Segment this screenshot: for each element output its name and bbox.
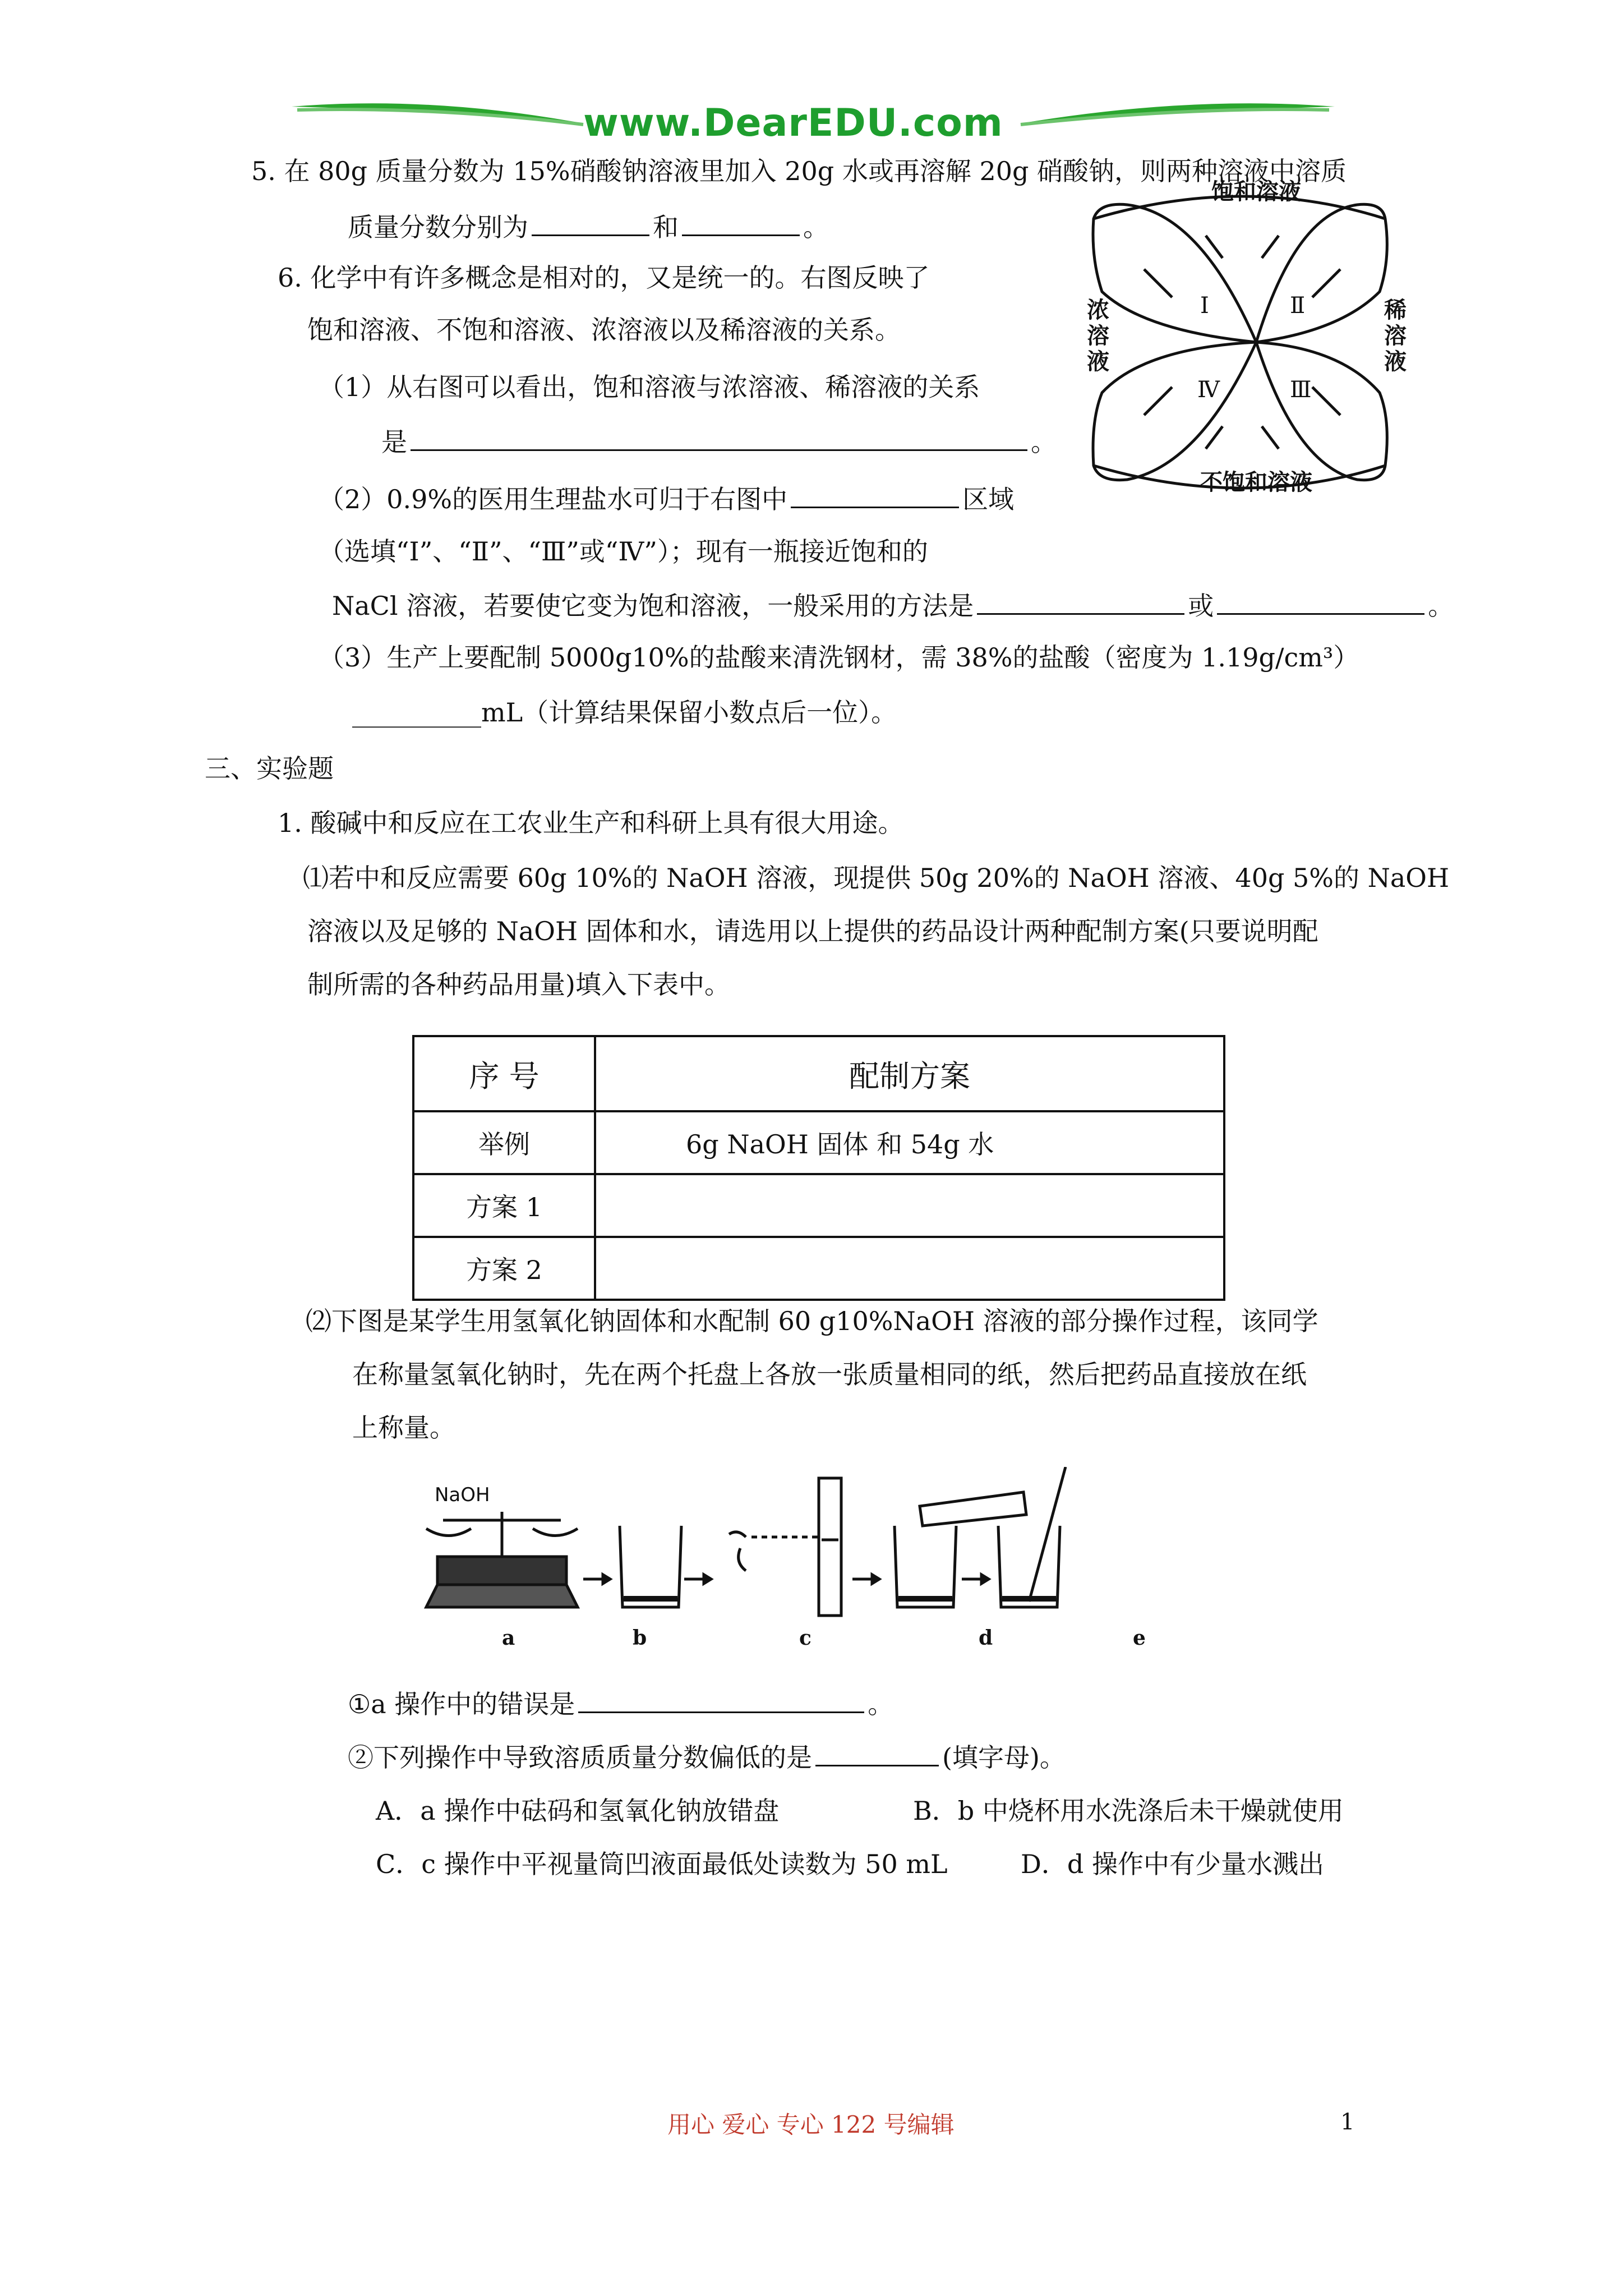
q5-blank-2[interactable] [682, 209, 800, 236]
diagram-region-4: Ⅳ [1197, 377, 1220, 403]
q6-part2-blank-method1[interactable] [977, 587, 1184, 615]
option-c: C．c 操作中平视量筒凹液面最低处读数为 50 mL [376, 1849, 948, 1879]
table-cell-plan: 6g NaOH 固体 和 54g 水 [595, 1111, 1224, 1174]
section3-q1-part2-a: ⑵下图是某学生用氢氧化钠固体和水配制 60 g10%NaOH 溶液的部分操作过程，该同学 [306, 1306, 1318, 1336]
option-d: D．d 操作中有少量水溅出 [1021, 1849, 1324, 1879]
q5-line1: 5. 在 80g 质量分数为 15%硝酸钠溶液里加入 20g 水或再溶解 20g 硝酸钠，则两种溶液中溶质 [251, 156, 1347, 186]
q6-intro-2: 饱和溶液、不饱和溶液、浓溶液以及稀溶液的关系。 [307, 315, 901, 345]
q5-blank-1[interactable] [532, 209, 649, 236]
figure-label-a: a [502, 1626, 515, 1650]
section3-q1: 1. 酸碱中和反应在工农业生产和科研上具有很大用途。 [278, 808, 904, 838]
q6-part1-blank[interactable] [411, 424, 1027, 451]
figure-naoh-label: NaOH [435, 1484, 490, 1506]
q6-part2-text: （2）0.9%的医用生理盐水可归于右图中 [319, 484, 788, 514]
q6-part2-blank-method2[interactable] [1217, 587, 1424, 615]
q6-part2-or: 或 [1188, 591, 1214, 621]
table-row [413, 1237, 1224, 1300]
section3-q1-part1-c: 制所需的各种药品用量)填入下表中。 [307, 969, 730, 1000]
table-cell-plan-answer[interactable] [595, 1174, 1224, 1237]
header-site-name: www.DearEDU.com [583, 101, 1003, 145]
q6-part2-a [319, 481, 1014, 516]
diagram-region-3: Ⅲ [1290, 377, 1312, 403]
q5-line2 [348, 209, 829, 244]
section3-q1-part1-b: 溶液以及足够的 NaOH 固体和水，请选用以上提供的药品设计两种配制方案(只要说明配 [307, 916, 1318, 946]
q5-text-c: 。 [803, 212, 829, 242]
q6-part2-method-text: NaCl 溶液，若要使它变为饱和溶液，一般采用的方法是 [332, 591, 974, 621]
subq2-blank[interactable] [815, 1739, 939, 1766]
q6-part3-a: （3）生产上要配制 5000g10%的盐酸来清洗钢材，需 38%的盐酸（密度为 1.19g/cm³） [319, 642, 1359, 673]
q6-part1-b [381, 424, 1057, 459]
subq2-end: (填字母)。 [942, 1742, 1066, 1773]
section3-q1-part1-a: ⑴若中和反应需要 60g 10%的 NaOH 溶液，现提供 50g 20%的 NaOH 溶液、40g 5%的 NaOH [303, 863, 1450, 893]
q5-text-a: 质量分数分别为 [348, 212, 528, 242]
solution-relationship-diagram [1077, 180, 1413, 499]
diagram-label-saturated: 饱和溶液 [1211, 178, 1301, 205]
subq1-line [348, 1686, 893, 1721]
option-a: A．a 操作中砝码和氢氧化钠放错盘 [376, 1796, 780, 1826]
section3-q1-part2-b: 在称量氢氧化钠时，先在两个托盘上各放一张质量相同的纸，然后把药品直接放在纸 [352, 1359, 1307, 1389]
subq1-text: ①a 操作中的错误是 [348, 1689, 575, 1719]
table-row [413, 1111, 1224, 1174]
table-cell-index: 方案 1 [413, 1174, 595, 1237]
diagram-region-2: Ⅱ [1290, 293, 1306, 319]
q6-part2-region-label: 区域 [962, 484, 1015, 514]
table-header-index: 序 号 [413, 1036, 595, 1111]
diagram-region-1: Ⅰ [1200, 293, 1209, 319]
figure-label-e: e [1133, 1626, 1146, 1650]
q6-part2-c: （选填“Ⅰ”、“Ⅱ”、“Ⅲ”或“Ⅳ”）；现有一瓶接近饱和的 [319, 536, 928, 567]
q6-part1-end: 。 [1031, 427, 1057, 457]
q5-text-b: 和 [653, 212, 679, 242]
table-cell-index: 举例 [413, 1111, 595, 1174]
figure-label-b: b [633, 1626, 647, 1650]
diagram-label-dilute: 稀 溶 液 [1384, 297, 1407, 375]
q6-intro-1: 6. 化学中有许多概念是相对的，又是统一的。右图反映了 [278, 263, 930, 293]
page-number: 1 [1340, 2109, 1355, 2135]
table-header-row [413, 1036, 1224, 1111]
q6-part1-label: 是 [381, 427, 407, 457]
section3-title: 三、实验题 [205, 753, 334, 784]
subq2-text: ②下列操作中导致溶质质量分数偏低的是 [348, 1742, 812, 1773]
subq2-line [348, 1739, 1066, 1774]
table-row [413, 1174, 1224, 1237]
diagram-label-concentrated: 浓 溶 液 [1087, 297, 1109, 375]
q6-part2-end: 。 [1428, 591, 1454, 621]
table-cell-index: 方案 2 [413, 1237, 595, 1300]
preparation-plan-table [412, 1035, 1225, 1301]
q6-part2-d [332, 587, 1454, 623]
q6-part3-b: __________mL（计算结果保留小数点后一位）。 [352, 697, 897, 728]
section3-q1-part2-c: 上称量。 [352, 1412, 455, 1443]
diagram-label-unsaturated: 不饱和溶液 [1200, 469, 1312, 495]
subq1-end: 。 [868, 1689, 894, 1719]
table-cell-plan-answer[interactable] [595, 1237, 1224, 1300]
figure-label-d: d [979, 1626, 993, 1650]
option-b: B．b 中烧杯用水洗涤后未干燥就使用 [913, 1796, 1344, 1826]
q6-part2-blank-region[interactable] [791, 481, 959, 508]
q6-part1-a: （1）从右图可以看出，饱和溶液与浓溶液、稀溶液的关系 [319, 372, 980, 402]
table-header-plan: 配制方案 [595, 1036, 1224, 1111]
subq1-blank[interactable] [578, 1686, 864, 1713]
figure-label-c: c [799, 1626, 811, 1650]
footer-text: 用心 爱心 专心 122 号编辑 [667, 2111, 955, 2138]
